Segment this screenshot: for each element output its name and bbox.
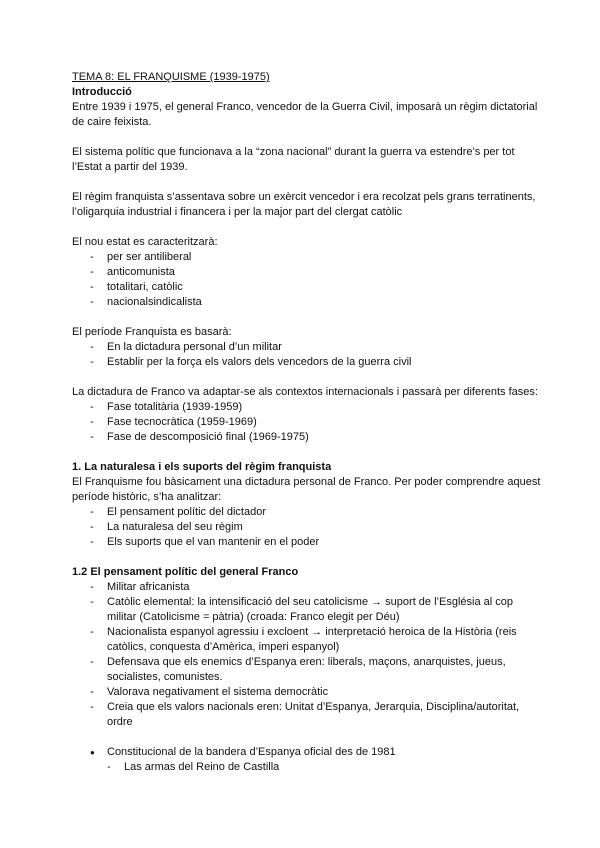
spacer: [72, 445, 542, 460]
document-title: TEMA 8: EL FRANQUISME (1939-1975): [72, 71, 270, 83]
section-1-list: [72, 505, 542, 550]
bullet-list: [72, 745, 542, 760]
spacer: [72, 175, 542, 190]
list-item: - Fase totalitària (1939-1959): [90, 400, 542, 415]
spacer: [72, 310, 542, 325]
list-item: - La naturalesa del seu règim: [90, 520, 542, 535]
list-item: - Militar africanista: [90, 580, 542, 595]
list-item: - per ser antiliberal: [90, 250, 542, 265]
list-item: - Catòlic elemental: la intensificació del seu catolicisme → suport de l’Església al cop militar (Catolicisme = pàtria) (croada: Franco elegit per Déu): [90, 595, 542, 625]
spacer: [72, 220, 542, 235]
list-item: ● Constitucional de la bandera d’Espanya oficial des de 1981: [90, 745, 542, 760]
list-item: - En la dictadura personal d’un militar: [90, 340, 542, 355]
list-item: - anticomunista: [90, 265, 542, 280]
intro-paragraph-1: Entre 1939 i 1975, el general Franco, vencedor de la Guerra Civil, imposarà un règim dictatorial de caire feixista.: [72, 101, 538, 128]
list-item: - El pensament polític del dictador: [90, 505, 542, 520]
list-item: - Valorava negativament el sistema democràtic: [90, 685, 542, 700]
list-item: - Fase tecnocràtica (1959-1969): [90, 415, 542, 430]
spacer: [72, 130, 542, 145]
sub-list: [72, 760, 542, 775]
list-item: - Defensava que els enemics d’Espanya eren: liberals, maçons, anarquistes, jueus, socialistes, comunistes.: [90, 655, 542, 685]
nou-estat-intro: El nou estat es caracteritzarà:: [72, 236, 218, 248]
fases-list: [72, 400, 542, 445]
list-item: - nacionalsindicalista: [90, 295, 542, 310]
list-item: - Las armas del Reino de Castilla: [107, 760, 542, 775]
list-item: - Creia que els valors nacionals eren: Unitat d’Espanya, Jerarquia, Disciplina/autoritat, ordre: [90, 700, 542, 730]
list-item: - Establir per la força els valors dels vencedors de la guerra civil: [90, 355, 542, 370]
section-1-paragraph: El Franquisme fou bàsicament una dictadura personal de Franco. Per poder comprendre aquest període històric, s’ha analitzar:: [72, 476, 541, 503]
intro-paragraph-2: El sistema polític que funcionava a la “zona nacional” durant la guerra va estendre’s per tot l’Estat a partir del 1939.: [72, 146, 515, 173]
list-item: - Els suports que el van mantenir en el poder: [90, 535, 542, 550]
intro-heading: Introducció: [72, 86, 132, 98]
list-item: - totalitari, catòlic: [90, 280, 542, 295]
list-item: - Nacionalista espanyol agressiu i excloent → interpretació heroica de la Història (reis catòlics, conquesta d’Amèrica, imperi espanyol): [90, 625, 542, 655]
section-1-2-list: [72, 580, 542, 730]
section-1-2-heading: 1.2 El pensament polític del general Franco: [72, 566, 299, 578]
list-item: - Fase de descomposició final (1969-1975): [90, 430, 542, 445]
spacer: [72, 550, 542, 565]
document-page: [72, 70, 542, 775]
fases-intro: La dictadura de Franco va adaptar-se als contextos internacionals i passarà per diferents fases:: [72, 386, 538, 398]
periode-intro: El període Franquista es basarà:: [72, 326, 232, 338]
nou-estat-list: [72, 250, 542, 310]
spacer: [72, 730, 542, 745]
section-1-heading: 1. La naturalesa i els suports del règim franquista: [72, 461, 332, 473]
spacer: [72, 370, 542, 385]
periode-list: [72, 340, 542, 370]
intro-paragraph-3: El règim franquista s’assentava sobre un exèrcit vencedor i era recolzat pels grans terratinents, l’oligarquia industrial i financera i per la major part del clergat catòlic: [72, 191, 536, 218]
